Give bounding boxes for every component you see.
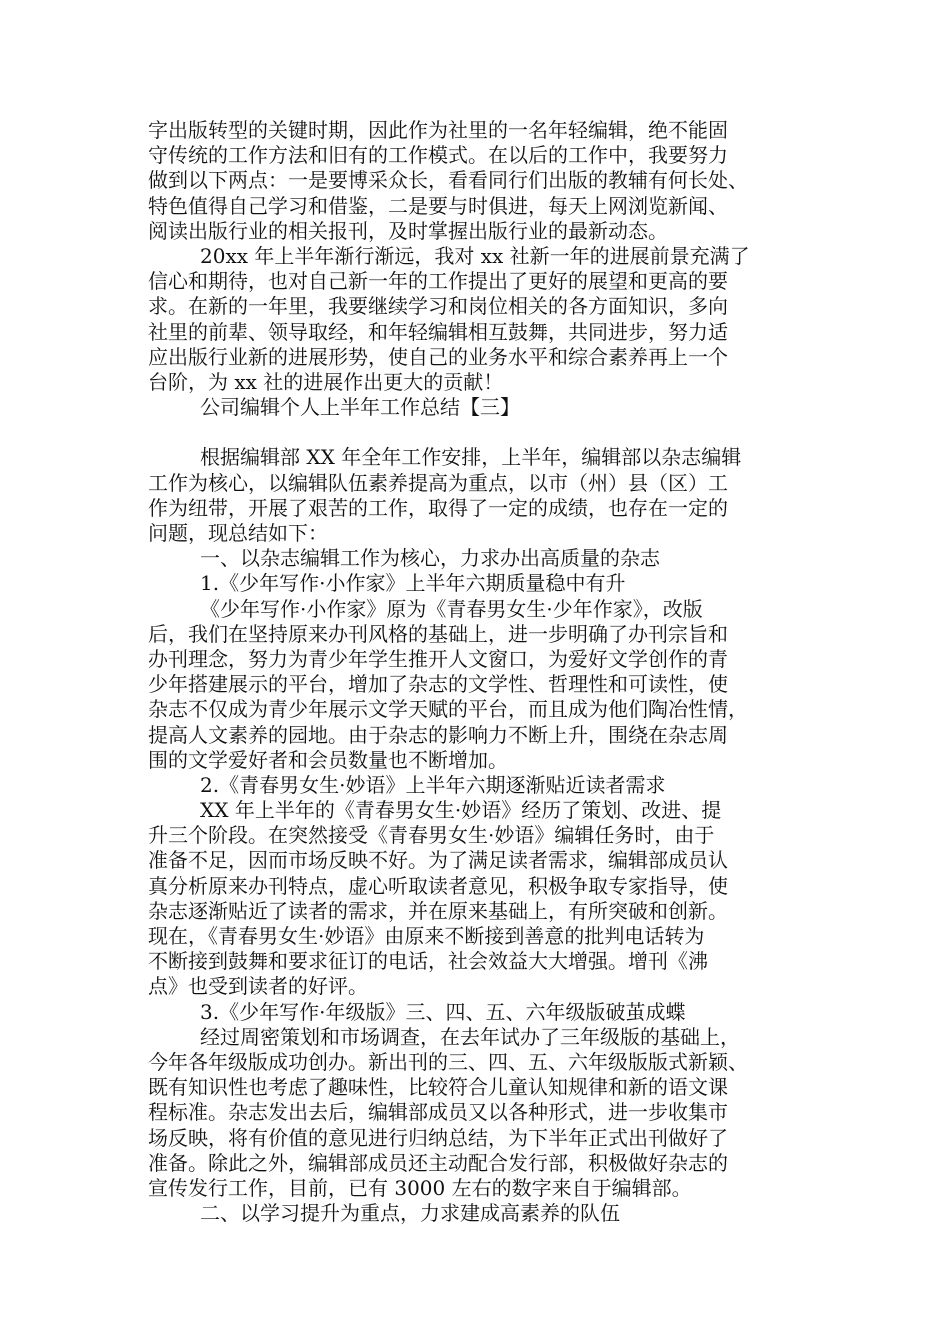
text-line: 2.《青春男女生·妙语》上半年六期逐渐贴近读者需求 [200, 772, 666, 797]
text-line: 作为纽带，开展了艰苦的工作，取得了一定的成绩，也存在一定的 [148, 495, 728, 520]
text-line: 20xx 年上半年渐行渐远，我对 xx 社新一年的进展前景充满了 [200, 243, 750, 268]
text-line: 场反映，将有价值的意见进行归纳总结，为下半年正式出刊做好了 [148, 1125, 728, 1150]
text-line: 1.《少年写作·小作家》上半年六期质量稳中有升 [200, 571, 626, 596]
document-body [148, 118, 824, 1226]
text-line: 信心和期待，也对自己新一年的工作提出了更好的展望和更高的要 [148, 269, 728, 294]
text-line: 围的文学爱好者和会员数量也不断增加。 [148, 747, 508, 772]
text-line: 《少年写作·小作家》原为《青春男女生·少年作家》，改版 [200, 596, 703, 621]
text-line: 做到以下两点：一是要博采众长，看看同行们出版的教辅有何长处、 [148, 168, 748, 193]
text-line: 阅读出版行业的相关报刊，及时掌握出版行业的最新动态。 [148, 218, 668, 243]
text-line: 杂志不仅成为青少年展示文学天赋的平台，而且成为他们陶冶性情， [148, 697, 748, 722]
text-line: 工作为核心，以编辑队伍素养提高为重点，以市（州）县（区）工 [148, 470, 728, 495]
text-line: 守传统的工作方法和旧有的工作模式。在以后的工作中，我要努力 [148, 143, 728, 168]
text-line: 求。在新的一年里，我要继续学习和岗位相关的各方面知识，多向 [148, 294, 728, 319]
text-line: 字出版转型的关键时期，因此作为社里的一名年轻编辑，绝不能固 [148, 118, 728, 142]
text-line: 不断接到鼓舞和要求征订的电话，社会效益大大增强。增刊《沸 [148, 949, 708, 974]
text-line: 程标准。杂志发出去后，编辑部成员又以各种形式，进一步收集市 [148, 1100, 728, 1125]
text-line: 公司编辑个人上半年工作总结【三】 [200, 395, 520, 420]
text-line: 问题，现总结如下： [148, 521, 328, 545]
text-line: 提高人文素养的园地。由于杂志的影响力不断上升，围绕在杂志周 [148, 722, 728, 747]
text-line: 升三个阶段。在突然接受《青春男女生·妙语》编辑任务时，由于 [148, 823, 715, 848]
text-line: 一、以杂志编辑工作为核心，力求办出高质量的杂志 [200, 546, 660, 571]
text-line: 二、以学习提升为重点，力求建成高素养的队伍 [200, 1201, 620, 1226]
text-line: 宣传发行工作，目前，已有 3000 左右的数字来自于编辑部。 [148, 1175, 692, 1200]
text-line: 现在，《青春男女生·妙语》由原来不断接到善意的批判电话转为 [148, 924, 705, 948]
text-line: 应出版行业新的进展形势，使自己的业务水平和综合素养再上一个 [148, 344, 728, 369]
text-line: 既有知识性也考虑了趣味性，比较符合儿童认知规律和新的语文课 [148, 1075, 728, 1100]
text-line: 今年各年级版成功创办。新出刊的三、四、五、六年级版版式新颖、 [148, 1049, 748, 1074]
text-line: 办刊理念，努力为青少年学生推开人文窗口，为爱好文学创作的青 [148, 646, 728, 671]
text-line: 特色值得自己学习和借鉴，二是要与时俱进，每天上网浏览新闻、 [148, 193, 728, 218]
blank-line [148, 420, 824, 445]
text-line: 点》也受到读者的好评。 [148, 974, 368, 999]
text-line: 少年搭建展示的平台，增加了杂志的文学性、哲理性和可读性，使 [148, 672, 728, 697]
text-line: 社里的前辈、领导取经，和年轻编辑相互鼓舞，共同进步，努力适 [148, 319, 728, 344]
text-line: 后，我们在坚持原来办刊风格的基础上，进一步明确了办刊宗旨和 [148, 621, 728, 646]
text-line: 真分析原来办刊特点，虚心听取读者意见，积极争取专家指导，使 [148, 873, 728, 898]
text-line: 3.《少年写作·年级版》三、四、五、六年级版破茧成蝶 [200, 999, 686, 1024]
text-line: 准备不足，因而市场反映不好。为了满足读者需求，编辑部成员认 [148, 848, 728, 873]
text-line: 准备。除此之外，编辑部成员还主动配合发行部，积极做好杂志的 [148, 1150, 728, 1175]
text-line: 台阶，为 xx 社的进展作出更大的贡献！ [148, 369, 504, 394]
text-line: 根据编辑部 XX 年全年工作安排，上半年，编辑部以杂志编辑 [200, 445, 742, 470]
text-line: 杂志逐渐贴近了读者的需求，并在原来基础上，有所突破和创新。 [148, 898, 728, 923]
text-line: XX 年上半年的《青春男女生·妙语》经历了策划、改进、提 [200, 798, 722, 823]
text-line: 经过周密策划和市场调查，在去年试办了三年级版的基础上， [200, 1024, 740, 1049]
